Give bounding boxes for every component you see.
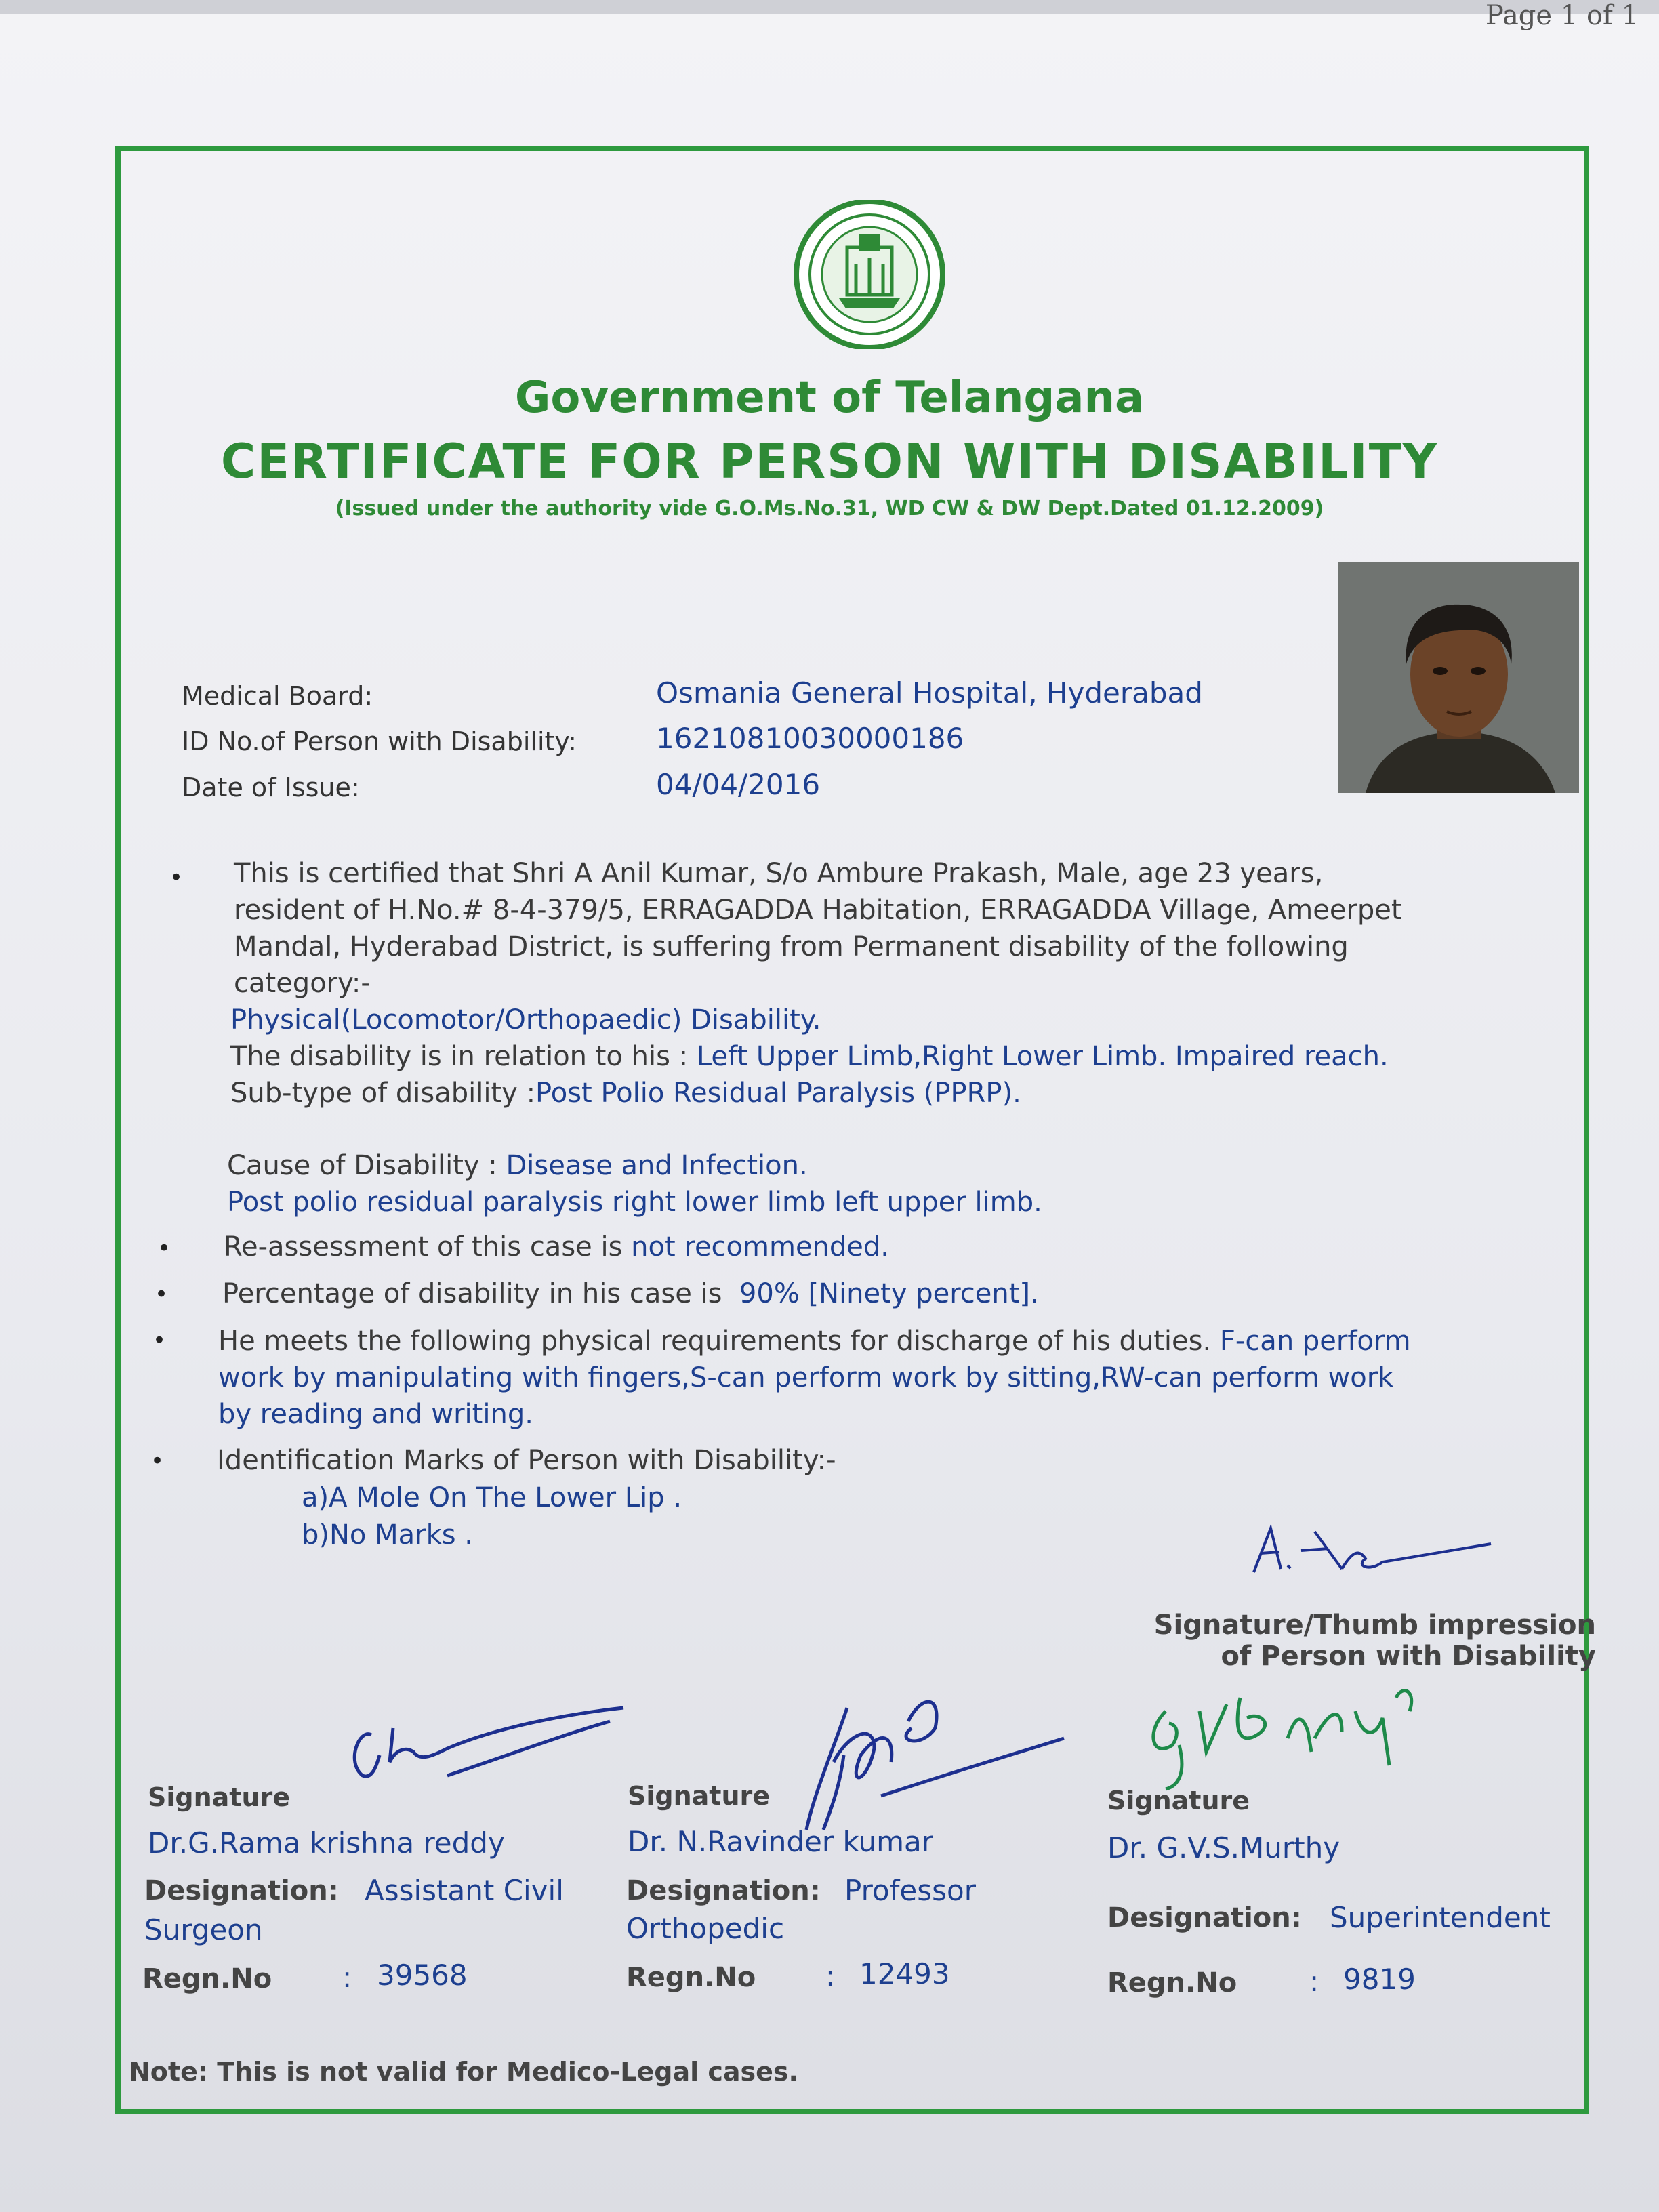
identification-marks-label: Identification Marks of Person with Disability:-: [217, 1445, 836, 1476]
doctor-2-regn-value: 12493: [859, 1957, 950, 1990]
doctor-3-regn-label: Regn.No: [1107, 1967, 1237, 1999]
doctor-3-designation-label: Designation:: [1107, 1902, 1302, 1933]
mark-a: a)A Mole On The Lower Lip .: [302, 1482, 682, 1513]
disability-category: Physical(Locomotor/Orthopaedic) Disability.: [230, 1004, 821, 1036]
bullet-icon: •: [157, 1235, 171, 1262]
doctor-1-signature-label: Signature: [148, 1782, 291, 1812]
id-number-value: 16210810030000186: [656, 722, 964, 755]
doctor-3-regn-value: 9819: [1343, 1963, 1416, 1996]
bullet-icon: •: [152, 1327, 167, 1354]
government-heading: Government of Telangana: [514, 373, 1145, 423]
reassessment-value: not recommended.: [631, 1231, 890, 1263]
doctor-1-regn-value: 39568: [377, 1959, 468, 1992]
percentage-value: 90% [Ninety percent].: [739, 1278, 1039, 1309]
mark-b: b)No Marks .: [302, 1519, 474, 1551]
doctor-3-signature-mark: [1139, 1671, 1450, 1793]
doctor-3-designation: Superintendent: [1330, 1901, 1551, 1934]
relation-label: The disability is in relation to his :: [230, 1041, 689, 1072]
person-signature-line-2: of Person with Disability: [1221, 1641, 1596, 1672]
doctor-1-designation-line-2: Surgeon: [144, 1913, 263, 1946]
doctor-1-regn-colon: :: [342, 1961, 352, 1994]
doctor-2-designation-line-2: Orthopedic: [626, 1912, 785, 1945]
reassessment-label: Re-assessment of this case is: [224, 1231, 632, 1263]
certified-line-2: resident of H.No.# 8-4-379/5, ERRAGADDA Habitation, ERRAGADDA Village, Ameerpet: [234, 895, 1402, 926]
doctor-2-regn-label: Regn.No: [626, 1962, 756, 1993]
certified-line-3: Mandal, Hyderabad District, is suffering from Permanent disability of the following: [234, 931, 1349, 962]
certification-paragraph: [234, 855, 1576, 1002]
certified-line-1: This is certified that Shri A Anil Kumar, S/o Ambure Prakash, Male, age 23 years,: [234, 858, 1324, 889]
cause-detail: Post polio residual paralysis right lower limb left upper limb.: [227, 1187, 1042, 1218]
doctor-2-designation: Professor: [844, 1874, 976, 1907]
id-number-label: ID No.of Person with Disability:: [182, 726, 577, 756]
doctor-3-name: Dr. G.V.S.Murthy: [1107, 1831, 1340, 1864]
medical-board-label: Medical Board:: [182, 681, 373, 711]
cause-section: [227, 1147, 1582, 1221]
doctor-2-signature-mark: [793, 1681, 1064, 1843]
subtype-label: Sub-type of disability :: [230, 1078, 536, 1109]
percentage-label: Percentage of disability in his case is: [222, 1278, 722, 1309]
date-of-issue-value: 04/04/2016: [656, 768, 821, 801]
bullet-icon: •: [150, 1448, 165, 1475]
disability-details: [230, 1002, 1586, 1111]
certificate-title: CERTIFICATE FOR PERSON WITH DISABILITY: [220, 434, 1439, 489]
doctor-1-name: Dr.G.Rama krishna reddy: [148, 1826, 505, 1860]
medical-board-value: Osmania General Hospital, Hyderabad: [656, 676, 1203, 710]
state-emblem-seal-icon: [792, 200, 947, 349]
cause-value: Disease and Infection.: [506, 1150, 808, 1181]
doctor-2-designation-label: Designation:: [626, 1875, 821, 1906]
doctor-2-regn-colon: :: [825, 1959, 836, 1992]
page-number: Page 1 of 1: [1485, 0, 1639, 31]
person-signature-line-1: Signature/Thumb impression: [1153, 1610, 1596, 1641]
doctor-1-signature-mark: [339, 1687, 637, 1796]
physical-requirements-f: F-can perform: [1211, 1326, 1411, 1357]
physical-requirements-label: He meets the following physical requirements for discharge of his duties.: [218, 1326, 1212, 1357]
physical-requirements: [218, 1323, 1587, 1433]
doctor-1-regn-label: Regn.No: [142, 1963, 272, 1994]
relation-value: Left Upper Limb,Right Lower Limb. Impaired reach.: [696, 1041, 1389, 1072]
bullet-icon: •: [169, 864, 184, 891]
issued-authority-line: (Issued under the authority vide G.O.Ms.No.31, WD CW & DW Dept.Dated 01.12.2009): [335, 497, 1324, 520]
person-signature-mark: [1240, 1511, 1511, 1593]
medico-legal-note: Note: This is not valid for Medico-Legal cases.: [129, 2057, 798, 2087]
doctor-2-name: Dr. N.Ravinder kumar: [628, 1825, 934, 1858]
doctor-1-designation-label: Designation:: [144, 1875, 339, 1906]
certified-line-4: category:-: [234, 968, 371, 999]
physical-line-3: by reading and writing.: [218, 1399, 533, 1430]
cause-label: Cause of Disability :: [227, 1150, 497, 1181]
percentage-line: [222, 1275, 1039, 1312]
bullet-icon: •: [155, 1281, 169, 1308]
doctor-3-signature-label: Signature: [1107, 1786, 1250, 1816]
reassessment-line: [224, 1229, 889, 1265]
physical-line-2: work by manipulating with fingers,S-can perform work by sitting,RW-can perform work: [218, 1362, 1394, 1393]
subtype-value: Post Polio Residual Paralysis (PPRP).: [535, 1078, 1021, 1109]
doctor-2-signature-label: Signature: [628, 1781, 771, 1811]
doctor-1-designation: Assistant Civil: [365, 1874, 564, 1907]
doctor-3-regn-colon: :: [1309, 1965, 1319, 1998]
date-of-issue-label: Date of Issue:: [182, 773, 360, 802]
person-photo: [1338, 562, 1579, 793]
person-signature-caption: [1135, 1610, 1596, 1672]
